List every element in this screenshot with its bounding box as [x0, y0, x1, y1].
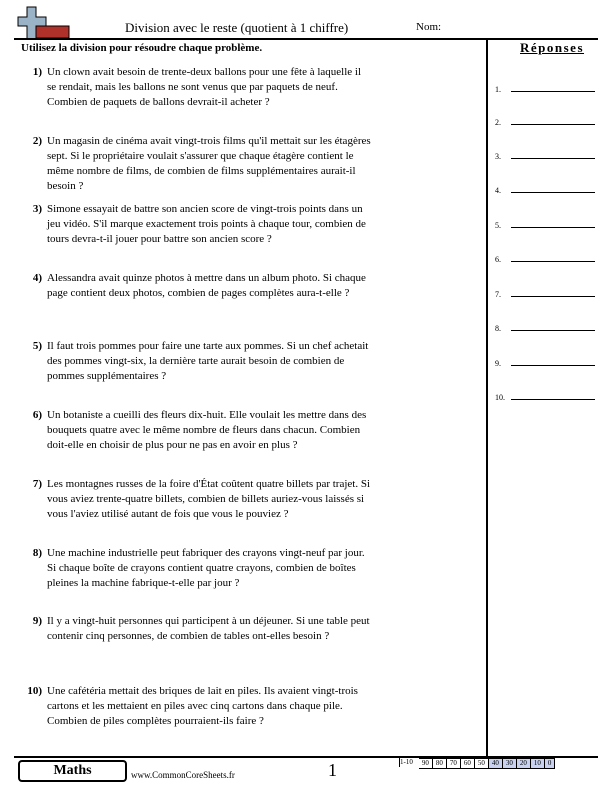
- question-number: 3): [32, 203, 42, 215]
- question-number: 9): [32, 615, 42, 627]
- score-cell: 60: [461, 758, 475, 769]
- question-item: [22, 65, 372, 110]
- question-item: [22, 546, 372, 591]
- answer-line: [511, 192, 595, 193]
- answer-field[interactable]: [495, 113, 595, 127]
- instructions: Utilisez la division pour résoudre chaque problème.: [21, 42, 263, 54]
- answer-label: 2.: [495, 118, 501, 127]
- score-cell: 70: [447, 758, 461, 769]
- question-text: Une cafétéria mettait des briques de lait en piles. Ils avaient vingt-trois cartons et les mettaient en piles avec cinq cartons dans chaque pile. Combien de piles complètes pourraient-ils faire ?: [47, 685, 358, 727]
- score-range-label: 1-10: [399, 758, 419, 767]
- answer-label: 10.: [495, 393, 505, 402]
- question-number: 10): [27, 685, 42, 697]
- question-text: Il faut trois pommes pour faire une tarte aux pommes. Si un chef achetait des pommes vingt-six, la dernière tarte aurait besoin de combien de pommes supplémentaires ?: [47, 340, 369, 382]
- answer-field[interactable]: [495, 181, 595, 195]
- page-number: 1: [328, 760, 337, 780]
- question-text: Il y a vingt-huit personnes qui participent à un déjeuner. Si une table peut contenir cinq personnes, de combien de tables ont-elles besoin ?: [47, 615, 370, 642]
- question-text: Alessandra avait quinze photos à mettre dans un album photo. Si chaque page contient deux photos, combien de pages complètes aura-t-elle ?: [47, 272, 366, 299]
- answer-label: 9.: [495, 359, 501, 368]
- score-table: [399, 758, 555, 769]
- question-item: [22, 614, 372, 644]
- score-cell: 10: [531, 758, 545, 769]
- answer-label: 5.: [495, 221, 501, 230]
- question-number: 8): [32, 547, 42, 559]
- worksheet-title: Division avec le reste (quotient à 1 chiffre): [125, 20, 349, 35]
- answer-line: [511, 158, 595, 159]
- answer-label: 6.: [495, 255, 501, 264]
- answer-label: 8.: [495, 324, 501, 333]
- answer-line: [511, 91, 595, 92]
- answer-label: 3.: [495, 152, 501, 161]
- question-number: 5): [32, 340, 42, 352]
- answer-label: 4.: [495, 186, 501, 195]
- answer-label: 7.: [495, 290, 501, 299]
- question-number: 6): [32, 409, 42, 421]
- column-divider: [486, 38, 488, 756]
- question-text: Une machine industrielle peut fabriquer des crayons vingt-neuf par jour. Si chaque boîte de crayons contient quatre crayons, combien de boîtes pleines la machine fabrique-t-elle par jour ?: [47, 547, 365, 589]
- answer-line: [511, 124, 595, 125]
- score-cell: 0: [545, 758, 556, 769]
- answer-field[interactable]: [495, 388, 595, 402]
- name-label: Nom:: [416, 21, 442, 33]
- answer-line: [511, 365, 595, 366]
- question-item: [22, 271, 372, 301]
- answers-title: Réponses: [520, 40, 585, 55]
- subject-badge: Maths: [18, 760, 127, 782]
- score-cell: 90: [419, 758, 433, 769]
- question-item: [22, 202, 372, 247]
- score-cell: 30: [503, 758, 517, 769]
- question-item: [22, 408, 372, 453]
- question-text: Simone essayait de battre son ancien score de vingt-trois points dans un jeu vidéo. S'il marque exactement trois points à chaque tour, combien de tours devra-t-il jouer pour battre son ancien score ?: [47, 203, 366, 245]
- score-cell: 20: [517, 758, 531, 769]
- answer-field[interactable]: [495, 354, 595, 368]
- score-cell: 50: [475, 758, 489, 769]
- score-cell: 80: [433, 758, 447, 769]
- answer-field[interactable]: [495, 285, 595, 299]
- question-item: [22, 134, 372, 194]
- answer-field[interactable]: [495, 319, 595, 333]
- question-number: 4): [32, 272, 42, 284]
- question-item: [22, 477, 372, 522]
- answer-field[interactable]: [495, 80, 595, 94]
- header-divider: [14, 38, 598, 40]
- answer-label: 1.: [495, 85, 501, 94]
- answer-field[interactable]: [495, 147, 595, 161]
- answer-line: [511, 227, 595, 228]
- question-text: Un botaniste a cueilli des fleurs dix-huit. Elle voulait les mettre dans des bouquets quatre avec le même nombre de fleurs dans chacun. Combien doit-elle en choisir de plus pour ne pas en avoir en plus ?: [47, 409, 367, 451]
- question-text: Un magasin de cinéma avait vingt-trois films qu'il mettait sur les étagères sept. Si le propriétaire voulait s'assurer que chaque étagère contient le même nombre de films, de combien de films supplémentaires aurait-il besoin ?: [47, 135, 371, 192]
- website-link[interactable]: www.CommonCoreSheets.fr: [131, 770, 235, 780]
- score-cell: 40: [489, 758, 503, 769]
- answer-line: [511, 399, 595, 400]
- question-number: 2): [32, 135, 42, 147]
- question-text: Un clown avait besoin de trente-deux ballons pour une fête à laquelle il se rendait, mais les ballons ne sont venus que par paquets de neuf. Combien de paquets de ballons devrait-il acheter ?: [47, 66, 362, 108]
- answer-line: [511, 330, 595, 331]
- question-item: [22, 684, 372, 729]
- answer-line: [511, 296, 595, 297]
- question-text: Les montagnes russes de la foire d'État coûtent quatre billets par trajet. Si vous aviez trente-quatre billets, combien de billets auriez-vous laissés si vous l'aviez utilisé autant de fois que vous le pouviez ?: [47, 478, 371, 520]
- logo-icon: [17, 5, 72, 41]
- answer-line: [511, 261, 595, 262]
- answer-field[interactable]: [495, 216, 595, 230]
- question-item: [22, 339, 372, 384]
- question-number: 1): [32, 66, 42, 78]
- answer-field[interactable]: [495, 250, 595, 264]
- question-number: 7): [32, 478, 42, 490]
